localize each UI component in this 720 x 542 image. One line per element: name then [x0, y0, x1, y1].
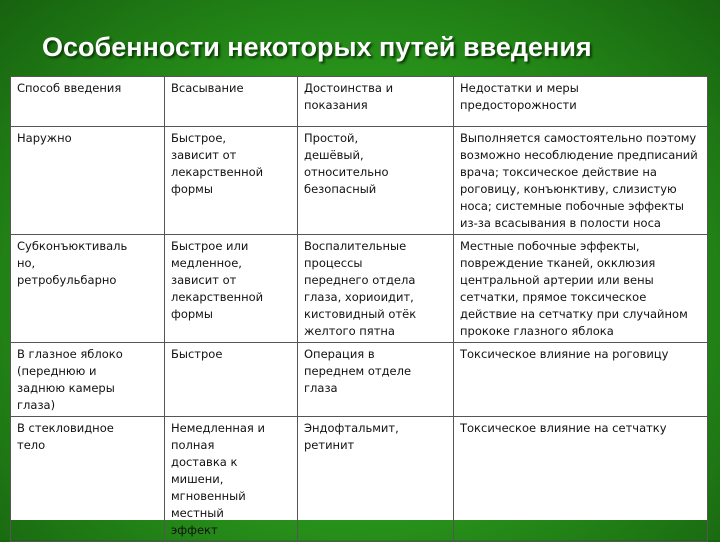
cell-disadvantages: Выполняется самостоятельно поэтому возможно несоблюдение предписаний врача; токсическое действие на роговицу, конъюнктиву, слизистую носа; системные побочные эффекты из-за всасывания в полости носа	[454, 127, 708, 235]
table-header-row	[11, 77, 708, 127]
table-row	[11, 343, 708, 417]
header-advantages: Достоинства и показания	[298, 77, 454, 127]
header-route: Способ введения	[11, 77, 165, 127]
cell-advantages: Операция в переднем отделе глаза	[298, 343, 454, 417]
cell-absorption: Быстрое, зависит от лекарственной формы	[165, 127, 298, 235]
cell-advantages: Эндофтальмит, ретинит	[298, 417, 454, 542]
cell-disadvantages: Токсическое влияние на роговицу	[454, 343, 708, 417]
cell-route: Субконъюктиваль но, ретробульбарно	[11, 235, 165, 343]
cell-disadvantages: Токсическое влияние на сетчатку	[454, 417, 708, 542]
cell-advantages: Воспалительные процессы переднего отдела глаза, хориоидит, кистовидный отёк желтого пятна	[298, 235, 454, 343]
table-row	[11, 127, 708, 235]
table-row	[11, 417, 708, 542]
cell-absorption: Быстрое или медленное, зависит от лекарственной формы	[165, 235, 298, 343]
routes-table-container	[10, 76, 708, 537]
header-disadvantages: Недостатки и меры предосторожности	[454, 77, 708, 127]
cell-route: Наружно	[11, 127, 165, 235]
cell-route: В стекловидное тело	[11, 417, 165, 542]
cell-advantages: Простой, дешёвый, относительно безопасный	[298, 127, 454, 235]
header-absorption: Всасывание	[165, 77, 298, 127]
slide-title: Особенности некоторых путей введения	[42, 32, 592, 62]
cell-route: В глазное яблоко (переднюю и заднюю камеры глаза)	[11, 343, 165, 417]
routes-table	[10, 76, 708, 542]
cell-disadvantages: Местные побочные эффекты, повреждение тканей, окклюзия центральной артерии или вены сетчатки, прямое токсическое действие на сетчатку при случайном прококе глазного яблока	[454, 235, 708, 343]
cell-absorption: Немедленная и полная доставка к мишени, мгновенный местный эффект	[165, 417, 298, 542]
cell-absorption: Быстрое	[165, 343, 298, 417]
table-row	[11, 235, 708, 343]
